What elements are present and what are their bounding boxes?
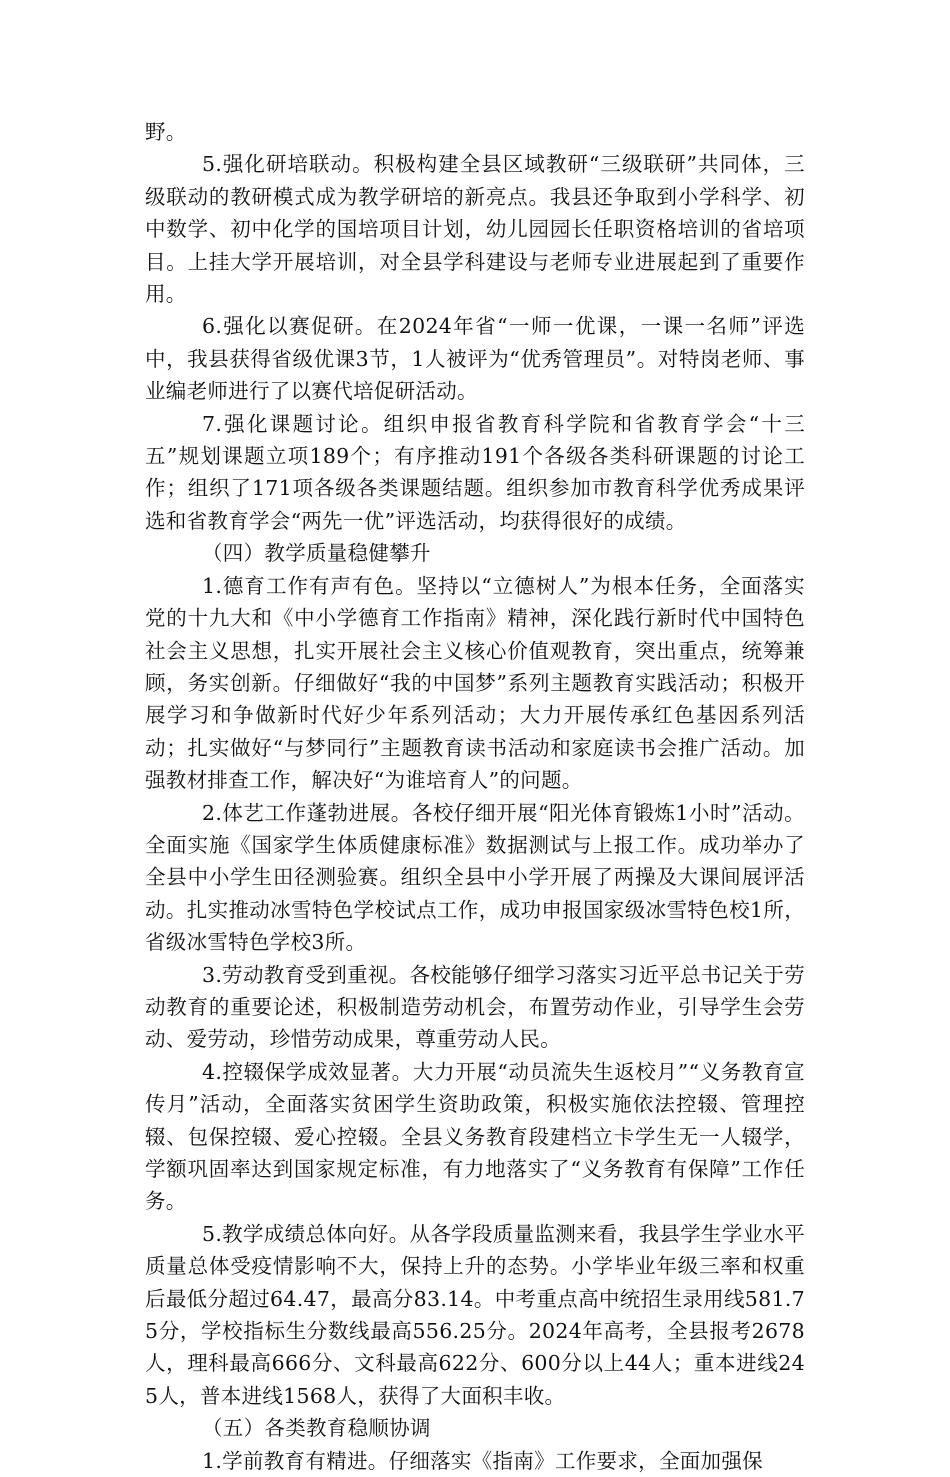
paragraph-competition: 6.强化以赛促研。在2024年省“一师一优课，一课一名师”评选中，我县获得省级优课3节，1人被评为“优秀管理员”。对特岗老师、事业编老师进行了以赛代培促研活动。	[145, 314, 805, 404]
paragraph-labor-education: 3.劳动教育受到重视。各校能够仔细学习落实习近平总书记关于劳动教育的重要论述，积极制造劳动机会，布置劳动作业，引导学生会劳动、爱劳动，珍惜劳动成果，尊重劳动人民。	[145, 962, 805, 1052]
paragraph-moral-education: 1.德育工作有声有色。坚持以“立德树人”为根本任务，全面落实党的十九大和《中小学德育工作指南》精神，深化践行新时代中国特色社会主义思想，扎实开展社会主义核心价值观教育，突出重点，统筹兼顾，务实创新。仔细做好“我的中国梦”系列主题教育实践活动；积极开展学习和争做新时代好少年系列活动；大力开展传承红色基因系列活动；扎实做好“与梦同行”主题教育读书活动和家庭读书会推广活动。加强教材排查工作，解决好“为谁培育人”的问题。	[145, 573, 805, 793]
paragraph-teaching-results: 5.教学成绩总体向好。从各学段质量监测来看，我县学生学业水平质量总体受疫情影响不大，保持上升的态势。小学毕业年级三率和权重后最低分超过64.47，最高分83.14。中考重点高中统招生录用线581.75分，学校指标生分数线最高556.25分。2024年高考，全县报考2678人，理科最高666分、文科最高622分、600分以上44人；重本进线245人，普本进线1568人，获得了大面积丰收。	[145, 1221, 805, 1408]
paragraph-research-training: 5.强化研培联动。积极构建全县区域教研“三级联研”共同体，三级联动的教研模式成为教学研培的新亮点。我县还争取到小学科学、初中数学、初中化学的国培项目计划，幼儿园园长任职资格培训的省培项目。上挂大学开展培训，对全县学科建设与老师专业进展起到了重要作用。	[145, 152, 805, 307]
paragraph-preschool: 1.学前教育有精进。仔细落实《指南》工作要求，全面加强保	[202, 1448, 763, 1473]
document-page	[145, 116, 805, 1477]
section-heading-teaching-quality: （四）教学质量稳健攀升	[202, 541, 431, 566]
paragraph-dropout-control: 4.控辍保学成效显著。大力开展“动员流失生返校月”“义务教育宣传月”活动，全面落实贫困学生资助政策，积极实施依法控辍、管理控辍、包保控辍、爱心控辍。全县义务教育段建档立卡学生无一人辍学，学额巩固率达到国家规定标准，有力地落实了“义务教育有保障”工作任务。	[145, 1059, 805, 1214]
paragraph-continuation: 野。	[145, 120, 187, 144]
paragraph-sports-arts: 2.体艺工作蓬勃进展。各校仔细开展“阳光体育锻炼1小时”活动。全面实施《国家学生体质健康标准》数据测试与上报工作。成功举办了全县中小学生田径测验赛。组织全县中小学开展了两操及大课间展评活动。扎实推动冰雪特色学校试点工作，成功申报国家级冰雪特色校1所，省级冰雪特色学校3所。	[145, 800, 805, 955]
paragraph-topic-research: 7.强化课题讨论。组织申报省教育科学院和省教育学会“十三五”规划课题立项189个；有序推动191个各级各类科研课题的讨论工作；组织了171项各级各类课题结题。组织参加市教育科学优秀成果评选和省教育学会“两先一优”评选活动，均获得很好的成绩。	[145, 411, 805, 533]
section-heading-education-types: （五）各类教育稳顺协调	[202, 1416, 431, 1441]
